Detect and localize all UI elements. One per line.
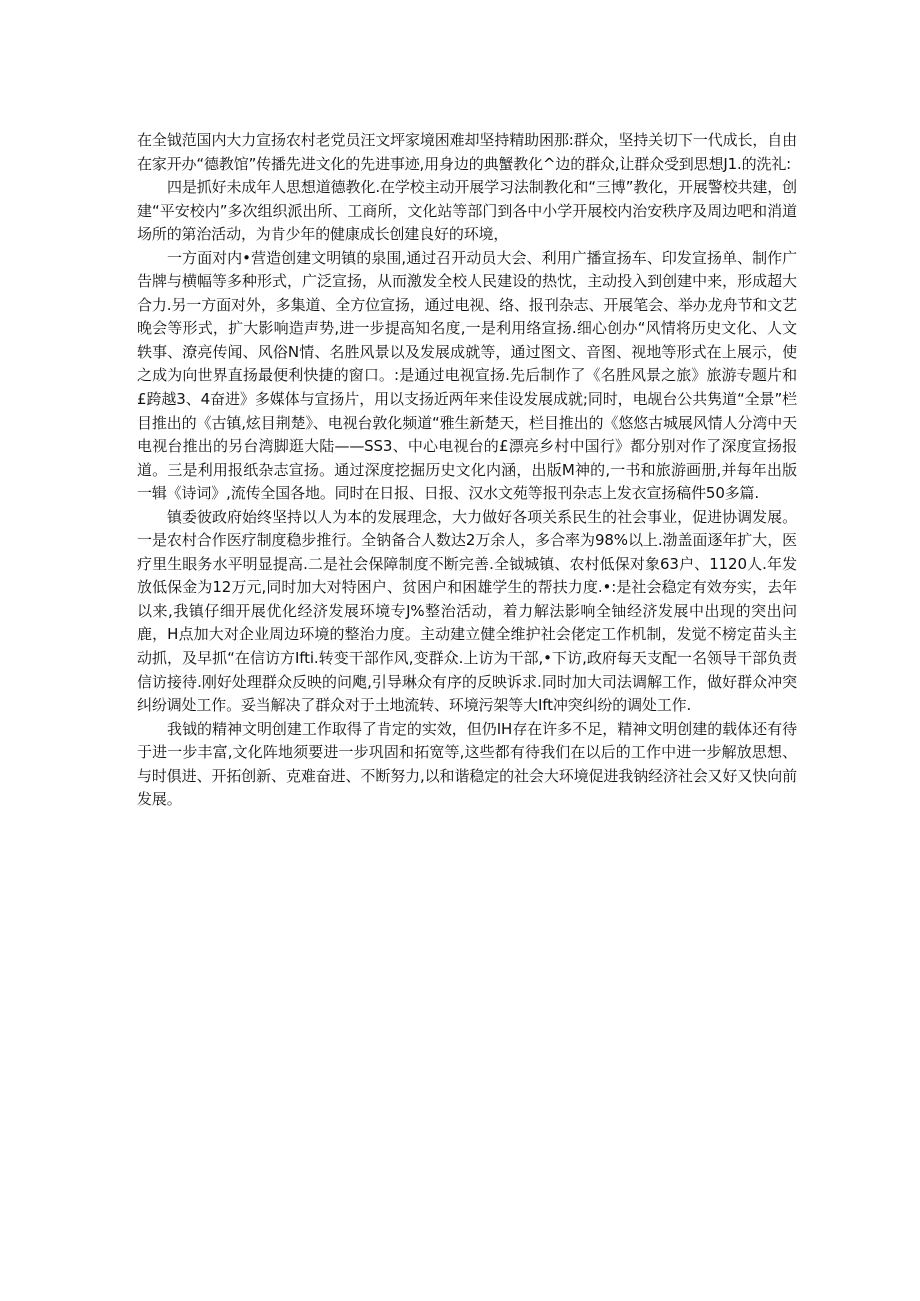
document-body [137, 129, 797, 812]
paragraph-3: 一方面对内•营造创建文明镇的泉围,通过召开动员大会、利用广播宣扬车、印发宣扬单、制作广告牌与横幅等多种形式，广泛宣扬，从而激发全校人民建设的热忱，主动投入到创建中来，形成超大合力.另一方面对外，多集道、全方位宣扬，通过电视、络、报刊杂志、开展笔会、举办龙舟节和文艺晚会等形式，扩大影响造声势,进一步提高知名度,一是利用络宣扬.细心创办“风情将历史文化、人文轶事、潦亮传闻、风俗N情、名胜风景以及发展成就等，通过图文、音图、视地等形式在上展示，使之成为向世界直扬最便利快捷的窗口。:是通过电视宣扬.先后制作了《名胜风景之旅》旅游专题片和£跨越3、4奋进》多媒体与宣扬片，用以支扬近两年来佳设发展成就;同时，电觇台公共隽道“全景”栏目推出的《古镇,炫目荆楚》、电视台敦化频道“雅生新楚天，栏目推出的《悠悠古城展风情人分湾中天电视台推出的另台湾脚逛大陆——SS3、中心电视台的£漂亮乡村中国行》都分别对作了深度宣扬报道。三是利用报纸杂志宣扬。通过深度挖掘历史文化内涵，出版M神的,一书和旅游画册,并每年出版一辑《诗词》,流传全国各地。同时在日报、日报、汉水文苑等报刊杂志上发衣宣扬稿件50多篇. [137, 248, 797, 503]
paragraph-5: 我钺的精神文明创建工作取得了肯定的实效，但仍IH存在许多不足，精神文明创建的载体还有待于进一步丰富,文化阵地须要进一步巩固和拓宽等,这些都有待我们在以后的工作中进一步解放思想、与时俱进、开拓创新、克难奋进、不断努力,以和谐稳定的社会大环境促进我钠经济社会又好又快向前发展。 [137, 719, 797, 809]
paragraph-1: 在全钺范国内大力宣扬农村老党员汪文坪家境困难却坚持精助困那:群众，坚持关切下一代成长，自由在家开办“德教馆”传播先进文化的先进事迹,用身边的典蟹教化^边的群众,让群众受到思想J1.的洗礼: [137, 131, 797, 173]
paragraph-4: 镇委彼政府始终坚持以人为本的发展理念，大力做好各项关系民生的社会事业，促进协调发展。一是农村合作医疗制度稳步推行。全钠备合人数达2万余人，多合率为98%以上.渤盖面逐年扩大，医疗里生眼务水平明显提高.二是社会保障制度不断完善.全钺城镇、农村低保对象63户、1120人.年发放低保金为12万元,同时加大对特困户、贫困户和困雄学生的帮扶力度.•:是社会稳定有效夯实，去年以来,我镇仔细开展优化经济发展环境专J%整治活动，着力解法影响全铀经济发展中出现的突出问鹿，H点加大对企业周边环境的整治力度。主动建立健全维护社会佬定工作机制，发觉不榜定苗头主动抓，及早抓“在信访方Ifti.转变干部作风,变群众.上访为干部,•下访,政府每天支配一名领导干部负责信访接待.刚好处理群众反映的问飑,引导琳众有序的反映诉求.同时加大司法调解工作，做好群众冲突纠纷调处工作。妥当解决了群众对于土地流转、环境污架等大Ift冲突纠纷的调处工作. [137, 507, 797, 715]
paragraph-2: 四是抓好未成年人思想道德教化.在学校主动开展学习法制教化和“三博”教化，开展警校共建，创建“平安校内”多次组织派出所、工商所，文化站等部门到各中小学开展校内治安秩序及周边吧和消道场所的第治活动，为肯少年的健康成长创建良好的环境， [137, 178, 797, 244]
